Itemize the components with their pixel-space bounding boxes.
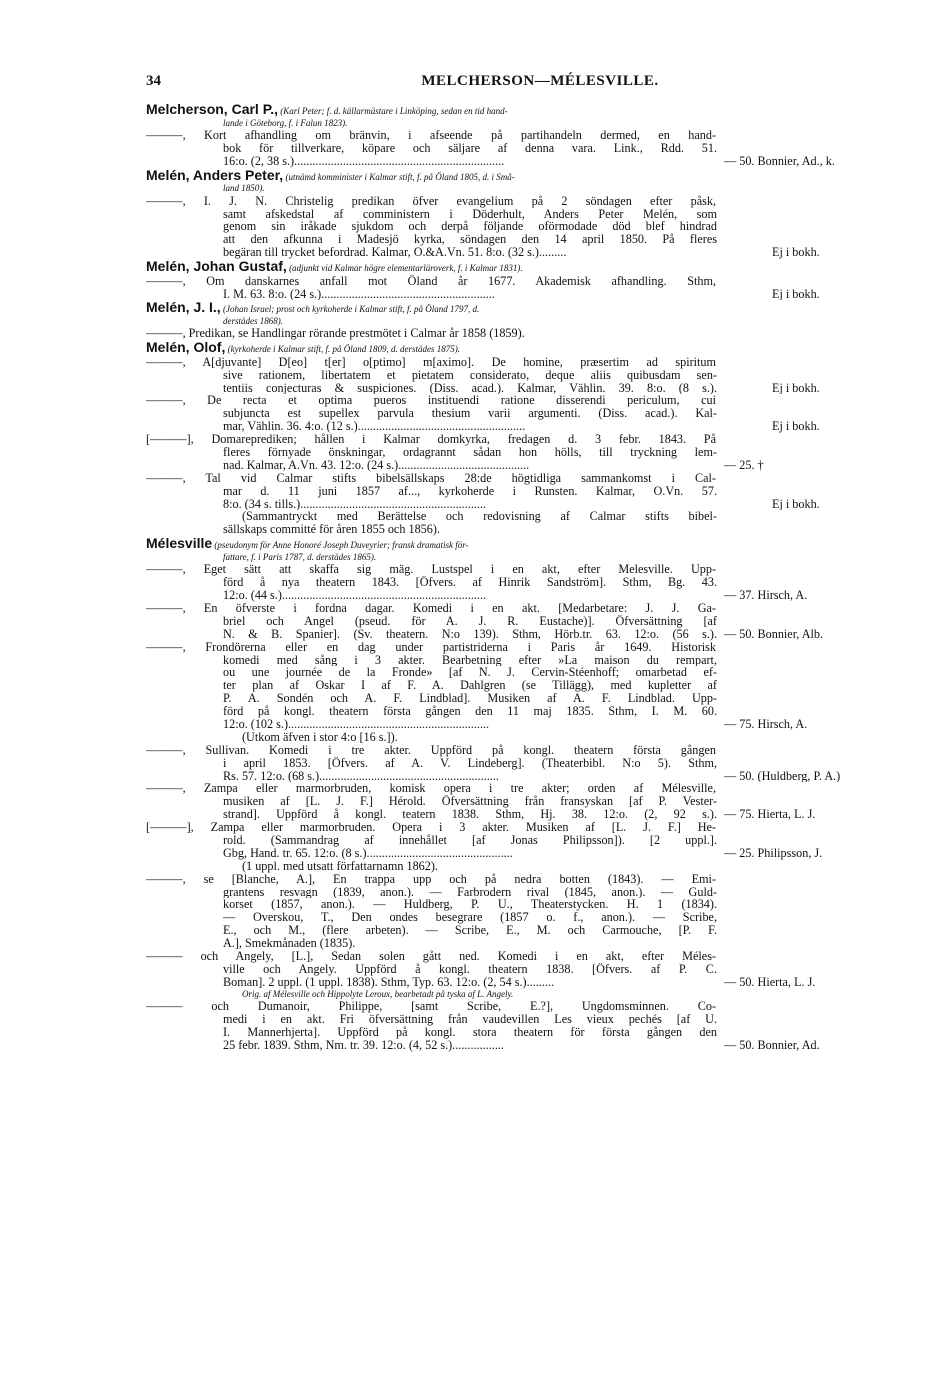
entry-text: samt afskedstal af comministern i Döderhult, Anders Peter Melén, som [223, 207, 717, 221]
availability-note: Ej i bokh. [772, 246, 820, 260]
entry-text: ———, se [Blanche, A.], En trappa upp och på nedra botten (1843). — Emi- [146, 872, 716, 886]
catalog-line [146, 641, 886, 654]
availability-note: Ej i bokh. [772, 287, 820, 301]
catalog-line [146, 382, 886, 395]
catalog-line [146, 316, 886, 328]
availability-note: Ej i bokh. [772, 497, 820, 511]
catalog-line [146, 369, 886, 382]
price-publisher: — 37. Hirsch, A. [724, 589, 808, 602]
catalog-line [146, 821, 886, 834]
price-publisher: — 25. Philipsson, J. [724, 846, 823, 860]
entry-text: sällskaps committé för åren 1855 och 1856). [223, 523, 440, 537]
entry-text: subjuncta est supellex parvula thesium varii argumenti. (Diss. acad.). Kal- [223, 407, 717, 421]
catalog-line [146, 679, 886, 692]
catalog-line [146, 155, 886, 168]
catalog-line [146, 183, 886, 195]
price-publisher: — 50. Bonnier, Alb. [724, 627, 824, 641]
catalog-line [146, 628, 886, 641]
catalog-line [146, 963, 886, 976]
catalog-line [146, 718, 886, 731]
entry-text: ———, Om danskarnes anfall mot Öland år 1677. Akademisk afhandling. Sthm, [146, 274, 716, 288]
catalog-line [146, 757, 886, 770]
entry-text: (Sammantryckt med Berättelse och redovisning af Calmar stifts bibel- [242, 510, 717, 524]
catalog-line [146, 731, 886, 744]
entry-heading [146, 102, 716, 118]
catalog-line [146, 1039, 886, 1052]
running-title: MELCHERSON—MÉLESVILLE. [421, 73, 659, 89]
entry-text: medi i en akt. Fri öfversättning från vaudevillen Les vieux pechés [af U. [223, 1013, 717, 1026]
entry-text: mar, Vählin. 36. 4:o. (12 s.)....................................................... [223, 420, 526, 434]
catalog-line [146, 246, 886, 259]
entry-text: Orig. af Mélesville och Hippolyte Leroux, bearbetadt på tyska af L. Angely. [242, 988, 514, 999]
entry-text: grantens resvagn (1839, anon.). — Farbrodern rival (1845, anon.). — Guld- [223, 885, 717, 899]
catalog-line [146, 808, 886, 821]
price-publisher: — 50. Bonnier, Ad., k. [724, 154, 835, 168]
entry-text: 25 febr. 1839. Sthm, Nm. tr. 39. 12:o. (4, 52 s.)................. [223, 1038, 504, 1052]
catalog-line [146, 275, 886, 288]
entry-text: i april 1853. [Öfvers. af A. V. Lindeberg]. (Theaterbibl. N:o 5). Sthm, [223, 756, 717, 770]
entry-text: P. A. Sondén och A. F. Lindblad]. Musiken af A. F. Lindblad. Upp- [223, 692, 717, 706]
catalog-line [146, 666, 886, 679]
catalog-line [146, 654, 886, 667]
entry-text: lande i Göteborg, f. i Falun 1823). [223, 117, 348, 128]
catalog-line [146, 208, 886, 221]
catalog-line [146, 420, 886, 433]
entry-text: ———, Sullivan. Komedi i tre akter. Uppförd på kongl. theatern första gången [146, 743, 716, 757]
catalog-line [146, 195, 886, 208]
author-name: Melcherson, Carl P., [146, 102, 279, 117]
catalog-line [146, 1013, 886, 1026]
entry-text: ———, Kort afhandling om bränvin, i afseende på partihandeln dermed, en hand- [146, 129, 716, 142]
entry-text: ou une journée de la Fronde» [af N. J. Cervin-Stéenhoff; omarbetad ef- [223, 666, 717, 680]
catalog-line [146, 433, 886, 446]
entry-text: briel och Angel (pseud. för A. J. R. Eustache)]. Öfversättning [af [223, 614, 717, 628]
author-note: (kyrkoherde i Kalmar stift, f. på Öland 1809, d. derstädes 1875). [225, 344, 460, 355]
catalog-line [146, 340, 886, 356]
price-publisher: — 50. Bonnier, Ad. [724, 1038, 820, 1052]
entry-text: 16:o. (2, 38 s.)..................................................................... [223, 154, 505, 168]
catalog-line [146, 472, 886, 485]
catalog-line [146, 168, 886, 184]
catalog-line [146, 536, 886, 552]
price-publisher: — 50. (Huldberg, P. A.) [724, 769, 841, 783]
catalog-line [146, 937, 886, 950]
catalog-line [146, 976, 886, 989]
author-note: (pseudonym för Anne Honoré Joseph Duveyrier; fransk dramatisk för- [212, 540, 469, 551]
entry-text: (1 uppl. med utsatt författarnamn 1862). [242, 859, 438, 873]
catalog-line [146, 563, 886, 576]
catalog-line [146, 510, 886, 523]
entry-text: musiken af [L. J. F.] Hérold. Öfversättning från fransyskan [af P. Vester- [223, 795, 717, 809]
entry-text: ———, En öfverste i fordna dagar. Komedi i en akt. [Medarbetare: J. J. Ga- [146, 601, 716, 615]
catalog-line [146, 498, 886, 511]
catalog-line [146, 1000, 886, 1013]
entry-text: ——— och Angely, [L.], Sedan solen gått ned. Komedi i en akt, efter Méles- [146, 949, 716, 963]
entry-text: derstädes 1868). [223, 315, 283, 326]
catalog-line [146, 485, 886, 498]
author-note: (utnämd komminister i Kalmar stift, f. på Öland 1805, d. i Små- [283, 171, 515, 182]
entry-text: ———, A[djuvante] D[eo] t[er] o[ptimo] m[aximo]. De homine, præsertim ad spiritum [146, 355, 716, 369]
catalog-line [146, 834, 886, 847]
catalog-line [146, 898, 886, 911]
entry-text: Boman]. 2 uppl. (1 uppl. 1838). Sthm, Typ. 63. 12:o. (2, 54 s.)......... [223, 975, 555, 989]
catalog-line [146, 950, 886, 963]
catalog-line [146, 118, 886, 130]
page-number: 34 [146, 73, 161, 89]
availability-note: Ej i bokh. [772, 381, 820, 395]
author-name: Melén, J. I., [146, 300, 221, 316]
catalog-line [146, 705, 886, 718]
entry-text: Rs. 57. 12:o. (68 s.)........................................................... [223, 769, 499, 783]
entry-text: mar d. 11 juni 1857 af..., kyrkoherde i Runsten. Kalmar, O.Vn. 57. [223, 484, 717, 498]
entry-text: förd å nya theatern 1843. [Öfvers. af Hinrik Sandström]. Sthm, Bg. 43. [223, 576, 717, 590]
entry-text: begäran till trycket befordrad. Kalmar, O.&A.Vn. 51. 8:o. (32 s.)......... [223, 246, 567, 260]
price-publisher: — 75. Hirsch, A. [724, 717, 808, 731]
catalog-entries [146, 102, 886, 1052]
entry-text: fleres förnyade önskningar, ordagrannt sådan hon hölls, till tryckning lem- [223, 446, 717, 459]
catalog-line [146, 142, 886, 155]
entry-text: 12:o. (44 s.)................................................................... [223, 589, 487, 602]
entry-heading [146, 536, 716, 552]
catalog-line [146, 1026, 886, 1039]
entry-text: ville och Angely. Uppförd å kongl. theatern 1838. [Öfvers. af P. C. [223, 962, 717, 976]
entry-text: 12:o. (102 s.).................................................................. [223, 717, 490, 731]
catalog-line [146, 446, 886, 459]
entry-text: ——— och Dumanoir, Philippe, [samt Scribe, E.?], Ungdomsminnen. Co- [146, 1000, 716, 1014]
catalog-line [146, 615, 886, 628]
author-note: (Karl Peter; f. d. källarmästare i Linköping, sedan en tid hand- [278, 106, 508, 116]
entry-text: 8:o. (34 s. tills.)............................................................. [223, 497, 487, 511]
catalog-line [146, 129, 886, 142]
catalog-line [146, 847, 886, 860]
entry-text: I. Mannerhjerta]. Uppförd på kongl. stora theatern för första gången den [223, 1025, 717, 1039]
entry-text: bok för tillverkare, köpare och säljare af denna vara. Link., Rdd. 51. [223, 141, 717, 155]
entry-text: sive rationem, libertatem et pietatem considerato, deque aliis quibusdam sen- [223, 368, 717, 382]
catalog-line [146, 102, 886, 118]
entry-heading [146, 300, 716, 316]
catalog-line [146, 795, 886, 808]
entry-text: ———, De recta et optima pueros instituendi ratione disserendi periculum, cui [146, 394, 716, 408]
entry-heading [146, 340, 716, 356]
catalog-line [146, 576, 886, 589]
author-name: Mélesville [146, 536, 213, 552]
catalog-line [146, 259, 886, 275]
author-note: (adjunkt vid Kalmar högre elementarläroverk, f. i Kalmar 1831). [286, 263, 523, 274]
entry-heading [146, 168, 716, 184]
catalog-line [146, 911, 886, 924]
author-name: Melén, Olof, [146, 340, 226, 356]
entry-text: [———], Domareprediken; hållen i Kalmar domkyrka, fredagen d. 3 febr. 1843. På [146, 433, 716, 447]
catalog-line [146, 552, 886, 564]
entry-text: strand]. Uppförd å kongl. teatern 1838. Sthm, Hj. 38. 12:o. (2, 92 s.). [223, 808, 717, 822]
entry-text: (Utkom äfven i stor 4:o [16 s.]). [242, 730, 398, 744]
availability-note: Ej i bokh. [772, 420, 820, 434]
entry-text: [———], Zampa eller marmorbruden. Opera i 3 akter. Musiken af [L. J. F.] He- [146, 821, 716, 834]
catalog-line [146, 523, 886, 536]
catalog-line [146, 407, 886, 420]
entry-text: N. & B. Spanier]. (Sv. theatern. N:o 139). Sthm, Hörb.tr. 63. 12:o. (56 s.). [223, 627, 717, 641]
entry-text: rold. (Sammandrag af innehållet [af Jonas Philipsson]). [2 uppl.]. [223, 833, 717, 847]
entry-text: genom sin iråkade sjukdom och derpå följande oförmodade död blef hindrad [223, 220, 717, 234]
catalog-line [146, 770, 886, 783]
entry-text: korset (1857, anon.). — Huldberg, P. U., Theaterstycken. H. 1 (1834). [223, 898, 717, 912]
catalog-line [146, 744, 886, 757]
entry-text: förd på kongl. theatern första gången den 11 maj 1835. Sthm, I. M. 60. [223, 705, 717, 718]
entry-text: land 1850). [223, 183, 265, 194]
entry-text: ———, I. J. N. Christelig predikan öfver evangelium på 2 söndagen efter påsk, [146, 194, 716, 208]
catalog-line [146, 459, 886, 472]
entry-text: ter plan af Oskar I af F. A. Dahlgren (se Tillägg), med kupletter af [223, 679, 717, 693]
catalog-line [146, 327, 886, 340]
entry-text: — Overskou, T., Den ondes besegrare (1857 o. f., anon.). — Scribe, [223, 911, 717, 925]
catalog-line [146, 288, 886, 301]
author-name: Melén, Johan Gustaf, [146, 259, 287, 275]
catalog-line [146, 873, 886, 886]
author-note: (Johan Israel; prost och kyrkoherde i Kalmar stift, f. på Öland 1797, d. [220, 304, 480, 315]
author-name: Melén, Anders Peter, [146, 167, 284, 183]
entry-text: fattare, f. i Paris 1787, d. derstädes 1865). [223, 551, 377, 562]
entry-text: I. M. 63. 8:o. (24 s.)......................................................... [223, 287, 495, 301]
price-publisher: — 50. Hierta, L. J. [724, 975, 816, 989]
entry-text: ———, Tal vid Calmar stifts bibelsällskaps 28:de högtidliga sammankomst i Cal- [146, 471, 716, 485]
entry-heading [146, 259, 716, 275]
entry-text: E., och M., (flere arbeten). — Scribe, E., M. och Carmouche, [P. F. [223, 924, 717, 938]
entry-text: tentiis conjecturas & suspiciones. (Diss. acad.). Kalmar, Vählin. 39. 8:o. (8 s.). [223, 381, 717, 395]
entry-text: ———, Frondörerna eller en dag under partistriderna i Paris år 1649. Historisk [146, 640, 716, 654]
entry-text: nad. Kalmar, A.Vn. 43. 12:o. (24 s.)........................................... [223, 458, 530, 472]
entry-text: komedi med sång i 3 akter. Bearbetning efter »La maison du rempart, [223, 653, 717, 667]
entry-text: A.], Smekmånaden (1835). [223, 937, 356, 950]
catalog-line [146, 233, 886, 246]
catalog-line [146, 589, 886, 602]
entry-text: ———, Zampa eller marmorbruden, komisk opera i tre akter; orden af Mélesville, [146, 782, 716, 796]
entry-text: ———, Eget sätt att skaffa sig mäg. Lustspel i en akt, efter Melesville. Upp- [146, 563, 716, 577]
catalog-line [146, 924, 886, 937]
catalog-line [146, 692, 886, 705]
entry-text: ———, Predikan, se Handlingar rörande prestmötet i Calmar år 1858 (1859). [146, 327, 525, 341]
catalog-line [146, 300, 886, 316]
price-publisher: — 25. † [724, 458, 764, 472]
price-publisher: — 75. Hierta, L. J. [724, 808, 816, 822]
catalog-line [146, 886, 886, 899]
catalog-line [146, 220, 886, 233]
catalog-line [146, 989, 886, 1001]
catalog-line [146, 356, 886, 369]
catalog-line [146, 602, 886, 615]
entry-text: Gbg, Hand. tr. 65. 12:o. (8 s.)................................................ [223, 846, 513, 860]
catalog-line [146, 394, 886, 407]
catalog-line [146, 782, 886, 795]
catalog-line [146, 860, 886, 873]
page-header [0, 73, 928, 95]
entry-text: att den afkunna i Madesjö kyrka, söndagen den 14 april 1850. På fleres [223, 233, 717, 247]
